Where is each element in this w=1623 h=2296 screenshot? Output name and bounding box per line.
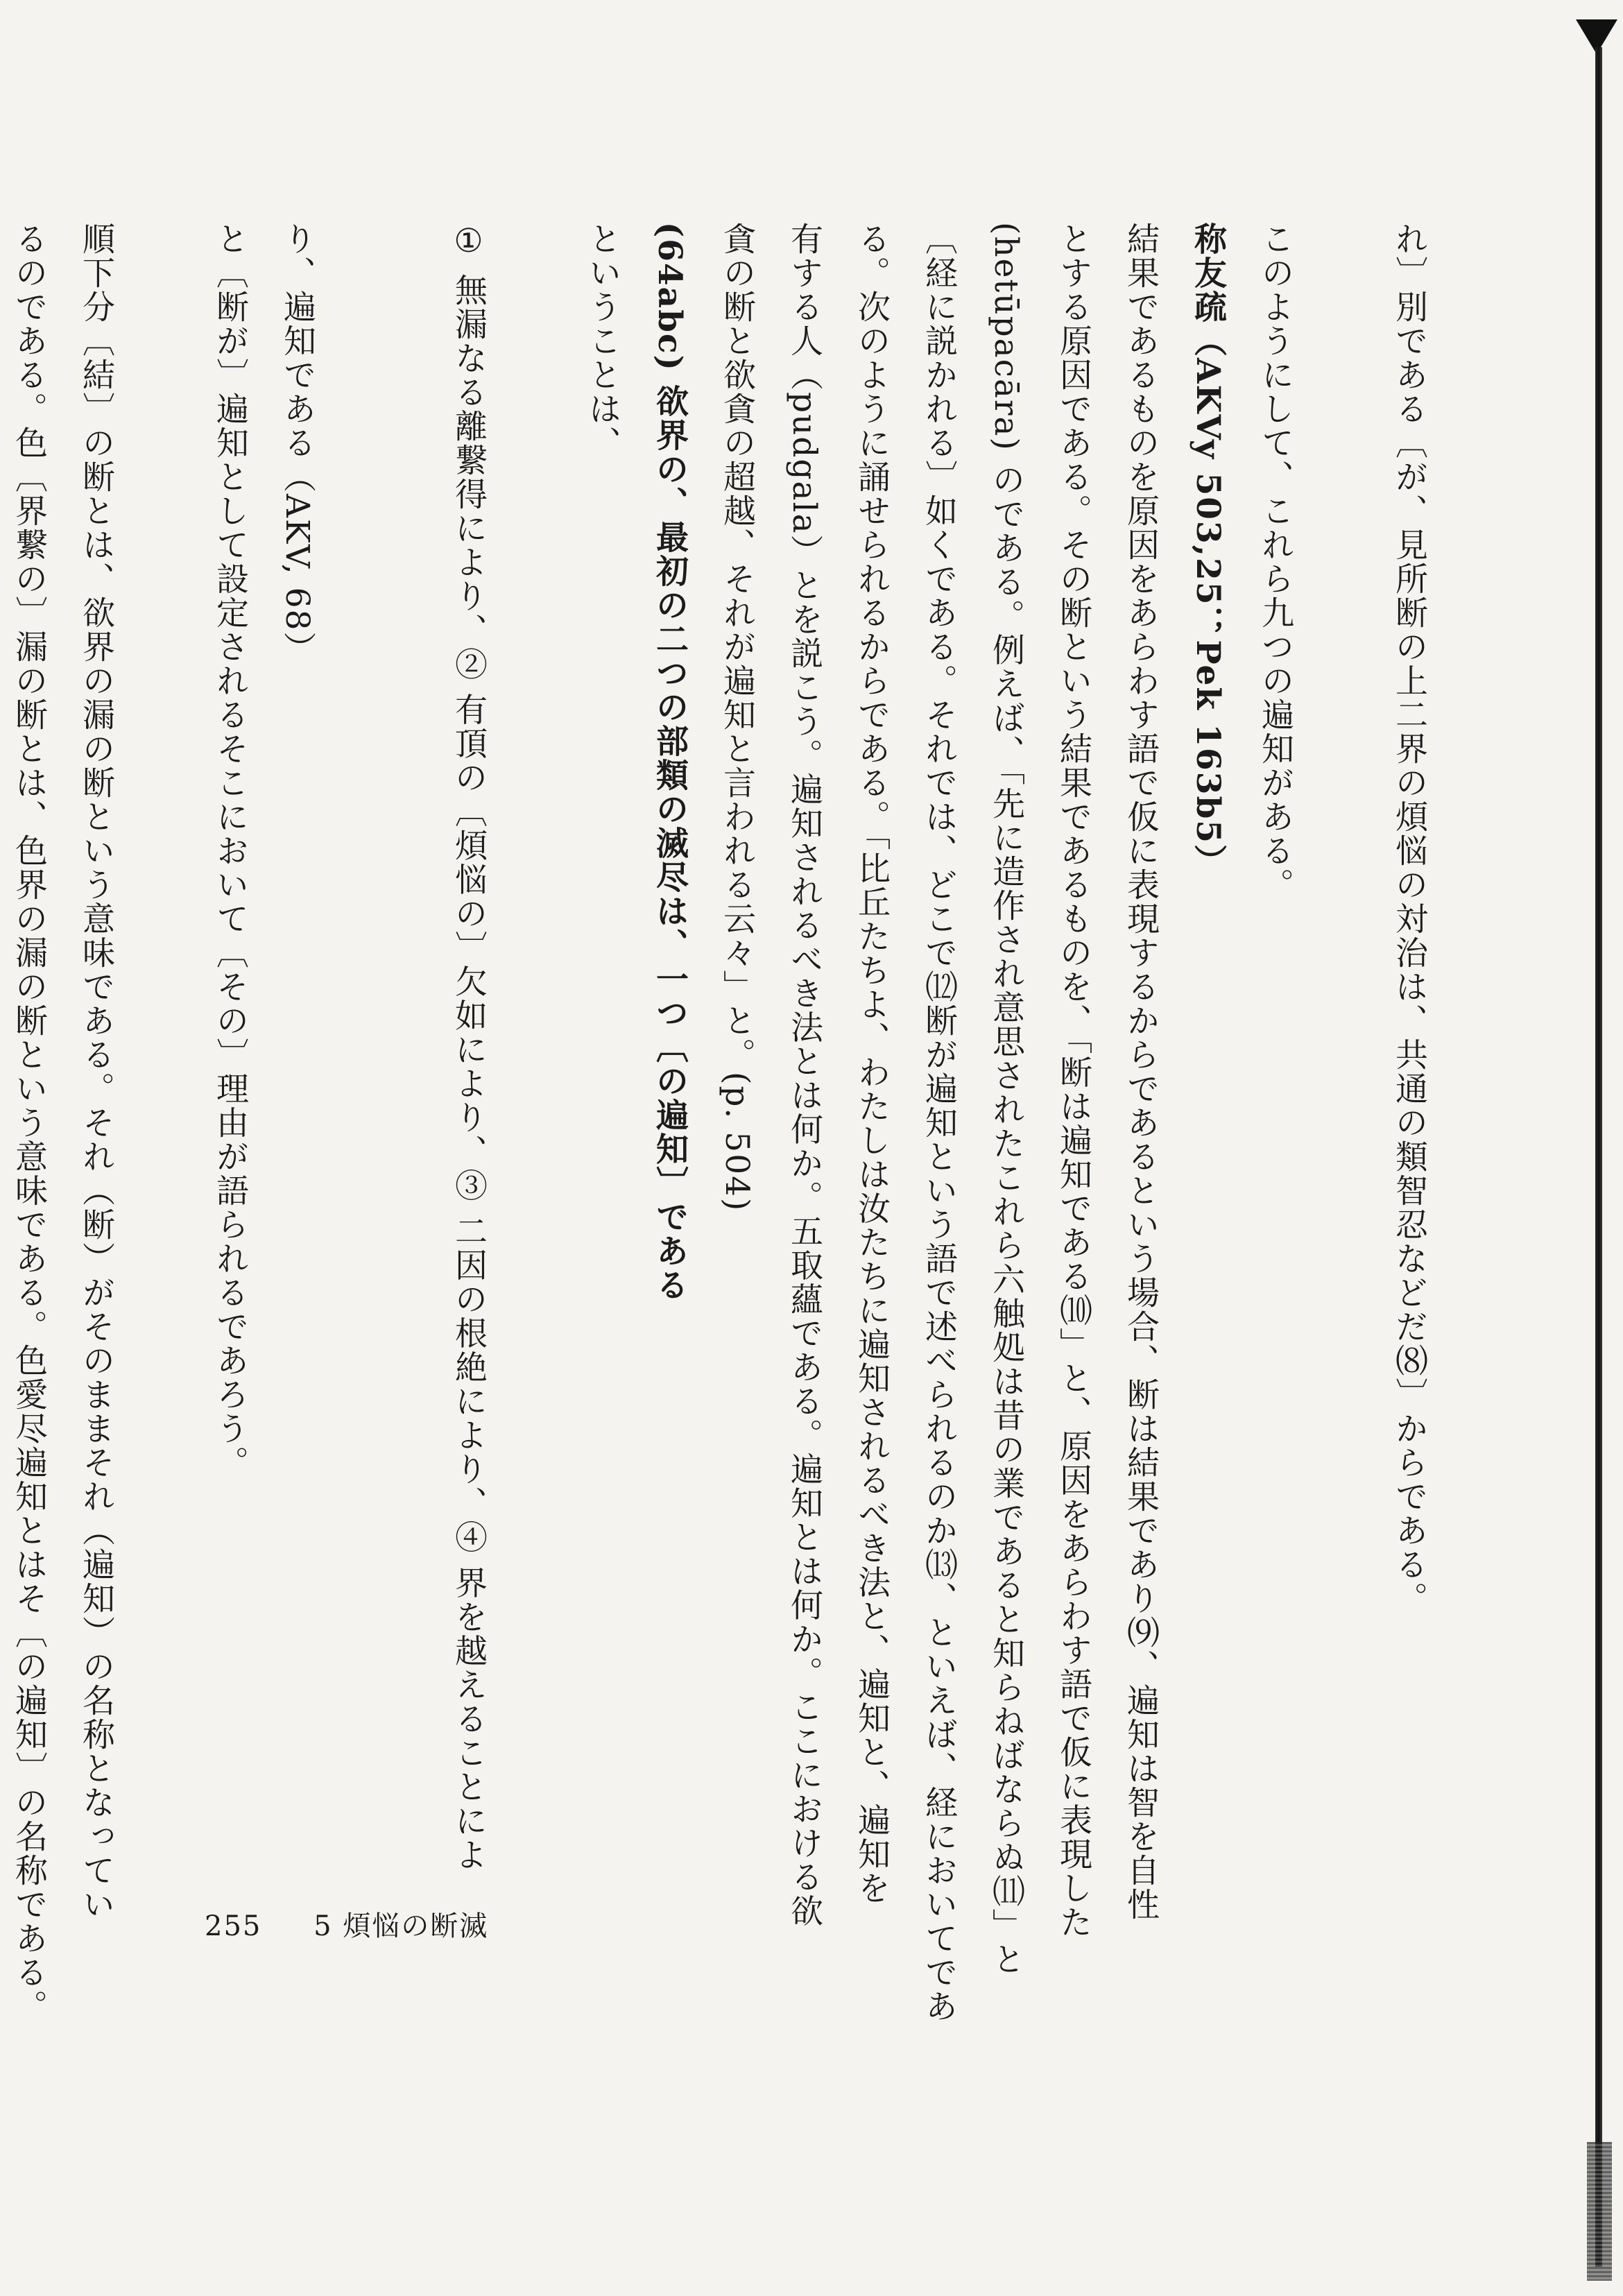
text-column-19: るのである。色〔界繋の〕漏の断とは、色界の漏の断という意味である。色愛尽遍知とはそ〔の遍知〕の名称である。 (10, 222, 48, 2023)
text-column-17: と〔断が〕遍知として設定されるそこにおいて〔その〕理由が語られるであろう。 (211, 222, 249, 1480)
page-footer (205, 1904, 488, 1944)
text-column-10: 有する人（pudgala）とを説こう。遍知されるべき法とは何か。五取蘊である。遍知とは何か。ここにおける欲 (785, 222, 823, 1928)
verse-heading: (64abc) 欲界の、最初の二つの部類の滅尽は、一つ〔の遍知〕である (651, 222, 689, 1303)
text-column-7: (hetūpacāra) のである。例えば、「先に造作され意思されたこれら六触処は昔の業であると知らねばならぬ⑾」と (987, 222, 1025, 1977)
text-column-9: る。次のように誦せられるからである。「比丘たちよ、わたしは汝たちに遍知されるべき法と、遍知と、遍知を (852, 222, 891, 1905)
text-body (0, 222, 1443, 2025)
text-column-1: れ〕別である〔が、見所断の上二界の煩悩の対治は、共通の類智忍などだ⑻〕からである。 (1390, 222, 1428, 1616)
text-column-18: 順下分〔結〕の断とは、欲界の漏の断という意味である。それ（断）がそのままそれ（遍知）の名称となってい (77, 222, 115, 1921)
text-column-8: 〔経に説かれる〕如くである。それでは、どこで⑿断が遍知という語で述べられるのか⒀、といえば、経においてであ (920, 222, 958, 2023)
running-title: 5 煩悩の断滅 (314, 1910, 489, 1942)
text-column-14: ということは、 (583, 222, 621, 460)
page-number: 255 (205, 1910, 262, 1942)
text-column-2: このようにして、これら九つの遍知がある。 (1256, 222, 1294, 902)
text-column-15: ① 無漏なる離繋得により、② 有頂の〔煩悩の〕欠如により、③ 二因の根絶により、④ 界を越えることによ (449, 222, 488, 1872)
text-column-16: り、遍知である（AKV, 68） (278, 222, 316, 666)
text-column-6: とする原因である。その断という結果であるものを、「断は遍知である⑽」と、原因をあらわす語で仮に表現した (1054, 222, 1092, 1939)
binding-edge (1595, 47, 1602, 2267)
edge-mark (1587, 2142, 1612, 2281)
section-heading: 称友疏（AKVy 503,25；Pek 163b5） (1189, 222, 1227, 879)
text-column-5: 結果であるものを原因をあらわす語で仮に表現するからであるという場合、断は結果であり⑼、遍知は智を自性 (1122, 222, 1160, 1921)
page-edge (1587, 19, 1608, 2281)
text-column-11: 貪の断と欲貪の超越、それが遍知と言われる云々」と。(p. 504) (718, 222, 756, 1213)
